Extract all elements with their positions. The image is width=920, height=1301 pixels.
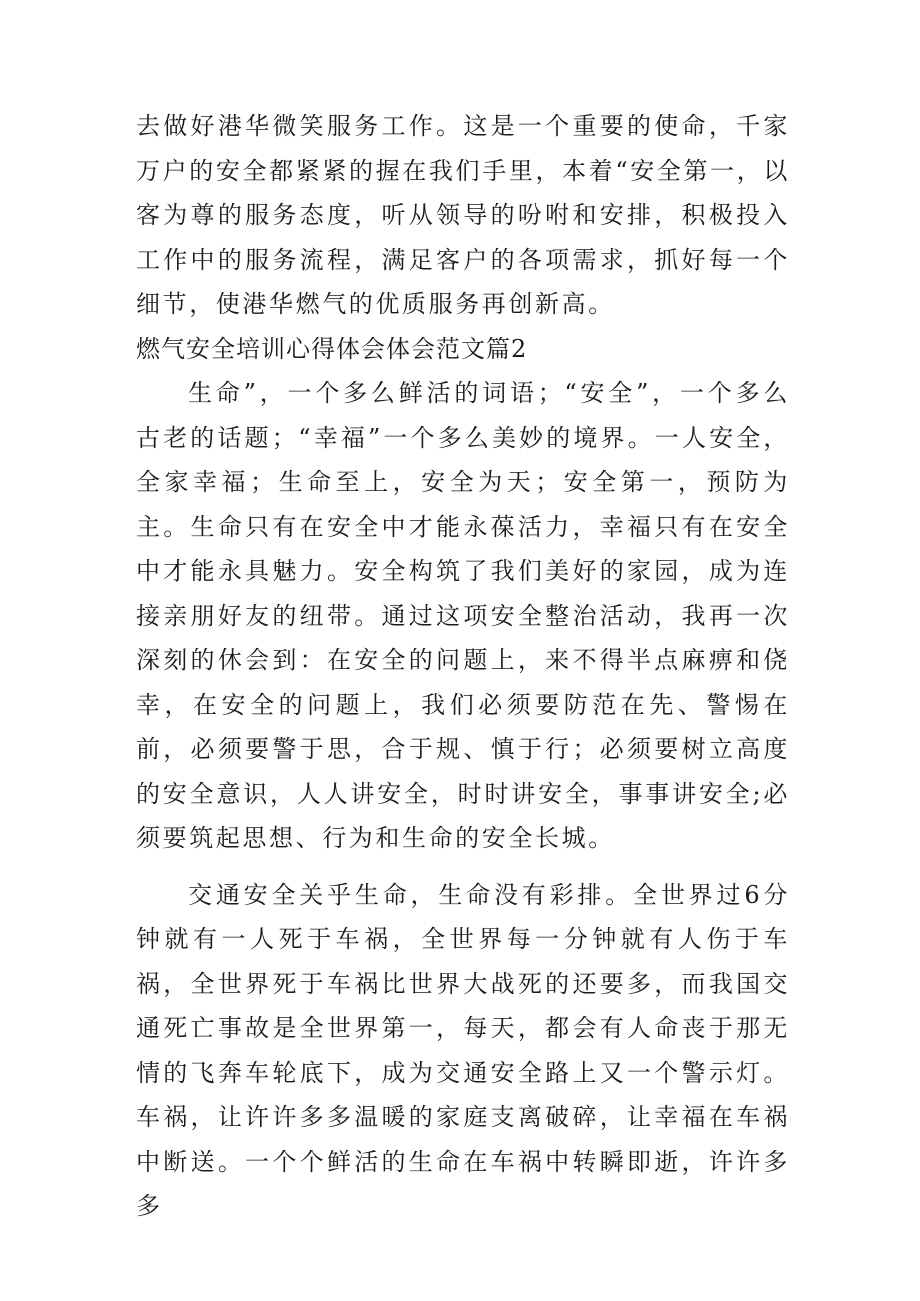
document-page	[136, 104, 790, 1229]
continuation-paragraph: 去做好港华微笑服务工作。这是一个重要的使命，千家万户的安全都紧紧的握在我们手里，本着“安全第一，以客为尊的服务态度，听从领导的吩咐和安排，积极投入工作中的服务流程，满足客户的各项需求，抓好每一个细节，使港华燃气的优质服务再创新高。	[136, 112, 790, 318]
paragraph-spacer	[136, 861, 790, 873]
section-title: 燃气安全培训心得体会体会范文篇2	[136, 334, 528, 363]
body-paragraph-2: 交通安全关乎生命，生命没有彩排。全世界过6分钟就有一人死于车祸，全世界每一分钟就有人伤于车祸，全世界死于车祸比世界大战死的还要多，而我国交通死亡事故是全世界第一，每天，都会有人命丧于那无情的飞奔车轮底下，成为交通安全路上又一个警示灯。车祸，让许许多多温暖的家庭支离破碎，让幸福在车祸中断送。一个个鲜活的生命在车祸中转瞬即逝，许许多多	[136, 880, 790, 1220]
body-paragraph-1: 生命”，一个多么鲜活的词语；“安全”，一个多么古老的话题；“幸福”一个多么美妙的境界。一人安全，全家幸福；生命至上，安全为天；安全第一，预防为主。生命只有在安全中才能永葆活力，幸福只有在安全中才能永具魅力。安全构筑了我们美好的家园，成为连接亲朋好友的纽带。通过这项安全整治活动，我再一次深刻的休会到：在安全的问题上，来不得半点麻痹和侥幸，在安全的问题上，我们必须要防范在先、警惕在前，必须要警于思，合于规、慎于行；必须要树立高度的安全意识，人人讲安全，时时讲安全，事事讲安全;必须要筑起思想、行为和生命的安全长城。	[136, 379, 790, 852]
